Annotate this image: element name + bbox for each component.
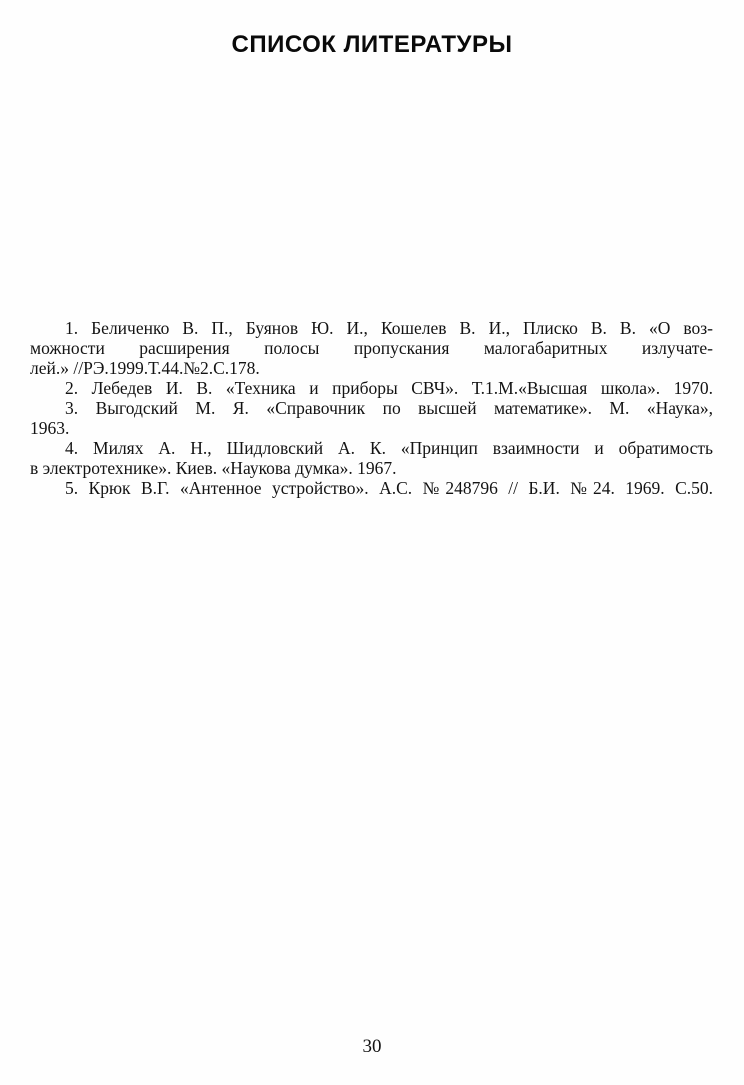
reference-line: 1. Беличенко В. П., Буянов Ю. И., Кошелев В. И., Плиско В. В. «О воз- bbox=[65, 318, 713, 338]
page-title: СПИСОК ЛИТЕРАТУРЫ bbox=[231, 31, 513, 58]
reference-line: 3. Выгодский М. Я. «Справочник по высшей математике». М. «Наука», bbox=[65, 398, 713, 418]
reference-item bbox=[30, 398, 713, 438]
reference-item bbox=[30, 378, 713, 398]
bibliography-list bbox=[30, 318, 713, 498]
reference-item bbox=[30, 318, 713, 378]
reference-item bbox=[30, 478, 713, 498]
reference-line: 5. Крюк В.Г. «Антенное устройство». А.С. №248796 // Б.И. №24. 1969. С.50. bbox=[65, 478, 713, 498]
reference-line: в электротехнике». Киев. «Наукова думка». 1967. bbox=[30, 458, 397, 478]
reference-line: 2. Лебедев И. В. «Техника и приборы СВЧ». Т.1.М.«Высшая школа». 1970. bbox=[65, 378, 713, 398]
reference-line: 1963. bbox=[30, 418, 70, 438]
reference-item bbox=[30, 438, 713, 478]
reference-line: лей.» //РЭ.1999.Т.44.№2.С.178. bbox=[30, 358, 260, 378]
reference-line: можности расширения полосы пропускания малогабаритных излучате- bbox=[30, 338, 713, 358]
reference-line: 4. Милях А. Н., Шидловский А. К. «Принцип взаимности и обратимость bbox=[65, 438, 713, 458]
page-number: 30 bbox=[362, 1036, 382, 1057]
